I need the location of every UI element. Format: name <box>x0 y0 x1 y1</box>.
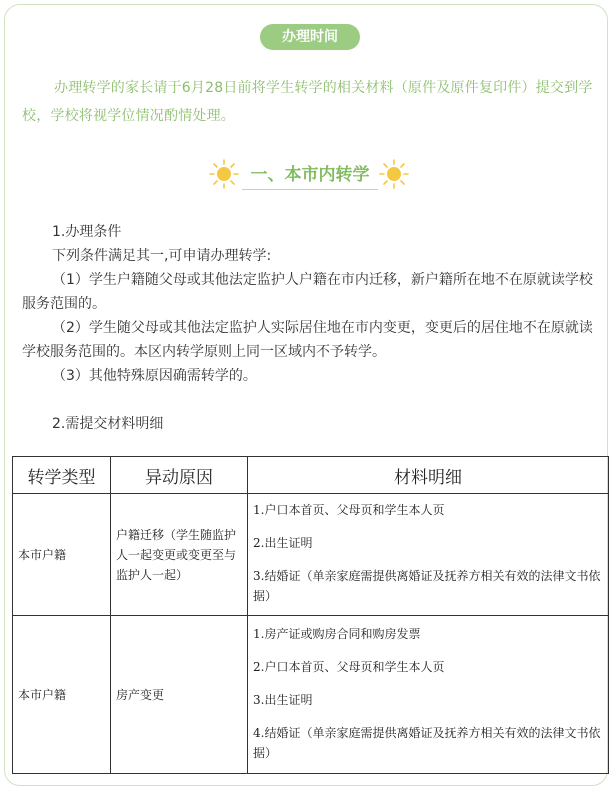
section-underline <box>242 189 378 190</box>
material-item: 4.结婚证（单亲家庭需提供离婚证及抚养方相关有效的法律文书依据） <box>253 725 601 760</box>
column-header: 材料明细 <box>248 457 609 494</box>
change-reason-cell: 户籍迁移（学生随监护人一起变更或变更至与监护人一起） <box>111 494 248 616</box>
intro-paragraph: 办理转学的家长请于6月28日前将学生转学的相关材料（原件及原件复印件）提交到学校，学校将视学位情况酌情处理。 <box>22 80 593 124</box>
time-section-badge: 办理时间 <box>260 24 360 50</box>
material-item: 1.户口本首页、父母页和学生本人页 <box>253 503 445 517</box>
material-item: 1.房产证或购房合同和购房发票 <box>253 626 421 641</box>
condition-item: （1）学生户籍随父母或其他法定监护人户籍在市内迁移，新户籍所在地不在原就读学校服务范围的。 <box>22 272 593 312</box>
conditions-heading: 1.办理条件 <box>52 224 122 240</box>
table-header-row <box>13 457 609 494</box>
change-reason-cell: 房产变更 <box>111 616 248 774</box>
material-item: 2.户口本首页、父母页和学生本人页 <box>253 659 445 674</box>
sun-icon <box>208 158 240 190</box>
table-row <box>13 494 609 616</box>
materials-table <box>12 456 609 774</box>
column-header: 转学类型 <box>13 457 111 494</box>
material-item: 3.出生证明 <box>253 692 313 707</box>
transfer-type-cell: 本市户籍 <box>13 494 111 616</box>
transfer-conditions <box>22 220 604 436</box>
column-header: 异动原因 <box>111 457 248 494</box>
transfer-type-cell: 本市户籍 <box>13 616 111 774</box>
material-item: 2.出生证明 <box>253 536 313 550</box>
material-list-cell <box>248 616 609 774</box>
section-title: 一、本市内转学 <box>250 165 370 185</box>
materials-heading: 2.需提交材料明细 <box>52 416 164 432</box>
table-row <box>13 616 609 774</box>
conditions-lead: 下列条件满足其一,可申请办理转学: <box>52 248 272 264</box>
material-list-cell <box>248 494 609 616</box>
sun-icon <box>378 158 410 190</box>
material-item: 3.结婚证（单亲家庭需提供离婚证及抚养方相关有效的法律文书依据） <box>253 569 601 603</box>
condition-item: （2）学生随父母或其他法定监护人实际居住地在市内变更，变更后的居住地不在原就读学校服务范围的。本区内转学原则上同一区域内不予转学。 <box>22 320 593 360</box>
condition-item: （3）其他特殊原因确需转学的。 <box>52 368 257 384</box>
